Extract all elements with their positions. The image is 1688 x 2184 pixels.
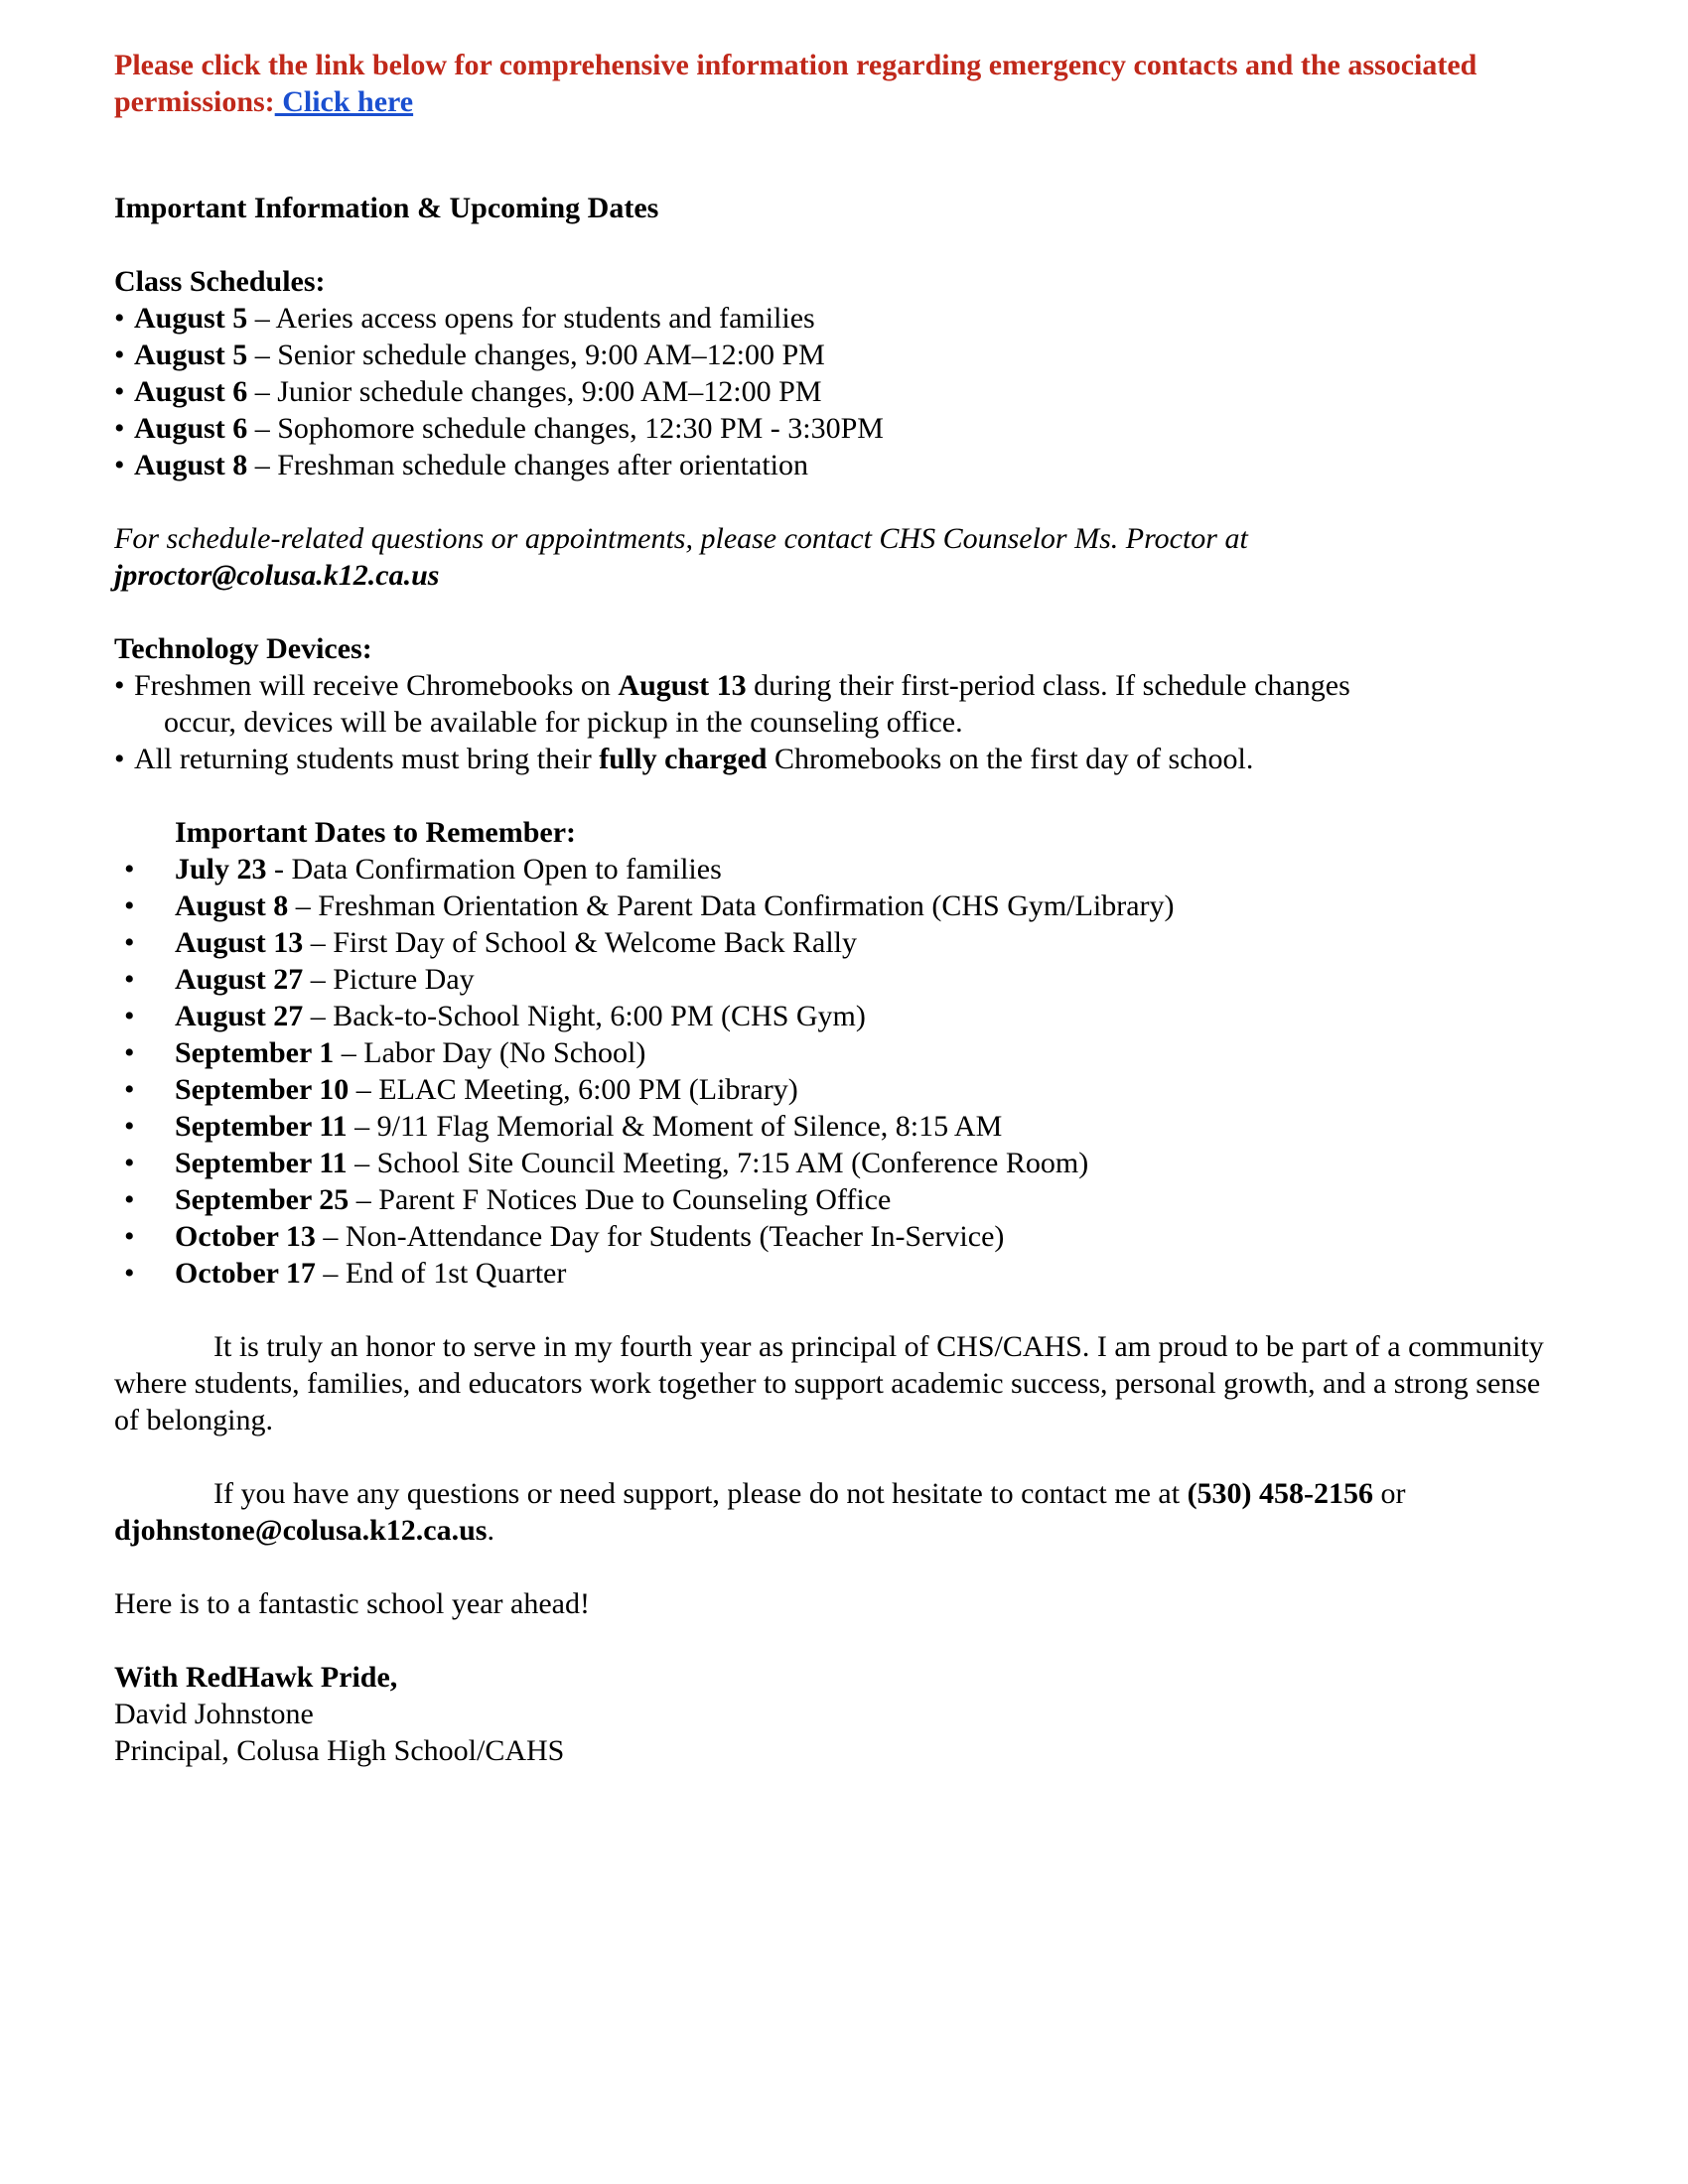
signer-title: Principal, Colusa High School/CAHS	[114, 1734, 565, 1767]
counselor-email: jproctor@colusa.k12.ca.us	[114, 559, 440, 592]
list-item	[114, 961, 1564, 998]
event-text: – Back-to-School Night, 6:00 PM (CHS Gym)	[303, 1000, 866, 1032]
click-here-link[interactable]: Click here	[274, 85, 414, 118]
schedule-date: August 5	[134, 302, 248, 335]
schedule-text: – Junior schedule changes, 9:00 AM–12:00 PM	[247, 375, 822, 408]
bullet-icon: •	[124, 1257, 135, 1290]
list-item	[114, 410, 1564, 447]
event-date: August 13	[175, 926, 304, 959]
closing-cheer: Here is to a fantastic school year ahead!	[114, 1587, 590, 1620]
tech-item-date: August 13	[618, 669, 747, 702]
contact-paragraph	[114, 1475, 1564, 1549]
list-item	[114, 447, 1564, 483]
event-text: – Freshman Orientation & Parent Data Confirmation (CHS Gym/Library)	[288, 889, 1175, 922]
tech-item-continuation: occur, devices will be available for pickup in the counseling office.	[164, 706, 963, 739]
principal-message: It is truly an honor to serve in my fourth year as principal of CHS/CAHS. I am proud to be part of a community where students, families, and educators work together to support academic success, personal growth, and a strong sense of belonging.	[114, 1330, 1544, 1436]
bullet-icon: •	[114, 339, 125, 371]
event-date: September 1	[175, 1036, 335, 1069]
important-dates-list	[114, 851, 1564, 1292]
list-item	[114, 924, 1564, 961]
event-date: August 8	[175, 889, 289, 922]
bullet-icon: •	[124, 1183, 135, 1216]
schedule-date: August 8	[134, 449, 248, 481]
list-item	[114, 300, 1564, 337]
list-item	[114, 373, 1564, 410]
bullet-icon: •	[114, 412, 125, 445]
bullet-icon: •	[124, 1220, 135, 1253]
event-text: – 9/11 Flag Memorial & Moment of Silence, 8:15 AM	[347, 1110, 1003, 1143]
contact-text: or	[1373, 1477, 1406, 1510]
event-date: September 10	[175, 1073, 350, 1106]
schedule-text: – Sophomore schedule changes, 12:30 PM - 3:30PM	[247, 412, 884, 445]
tech-item-emphasis: fully charged	[599, 743, 768, 775]
principal-email: djohnstone@colusa.k12.ca.us	[114, 1514, 488, 1547]
contact-text: If you have any questions or need support, please do not hesitate to contact me at	[213, 1477, 1188, 1510]
bullet-icon: •	[114, 449, 125, 481]
technology-heading: Technology Devices:	[114, 632, 372, 665]
event-date: October 17	[175, 1257, 316, 1290]
event-date: August 27	[175, 963, 304, 996]
class-schedules-heading: Class Schedules:	[114, 265, 326, 298]
tech-item-text: Freshmen will receive Chromebooks on	[134, 669, 619, 702]
tech-item-text: All returning students must bring their	[134, 743, 600, 775]
event-date: October 13	[175, 1220, 316, 1253]
bullet-icon: •	[124, 1036, 135, 1069]
emergency-contacts-notice	[114, 47, 1564, 120]
contact-text: .	[487, 1514, 494, 1547]
schedule-text: – Freshman schedule changes after orientation	[247, 449, 809, 481]
schedule-text: – Aeries access opens for students and families	[247, 302, 815, 335]
bullet-icon: •	[124, 926, 135, 959]
event-text: – School Site Council Meeting, 7:15 AM (Conference Room)	[347, 1147, 1089, 1179]
principal-phone: (530) 458-2156	[1187, 1477, 1374, 1510]
bullet-icon: •	[124, 853, 135, 886]
counselor-note: For schedule-related questions or appointments, please contact CHS Counselor Ms. Proctor at	[114, 522, 1248, 555]
list-item	[114, 998, 1564, 1034]
list-item	[114, 1145, 1564, 1181]
event-text: – Non-Attendance Day for Students (Teacher In-Service)	[315, 1220, 1005, 1253]
list-item	[114, 851, 1564, 887]
event-date: September 25	[175, 1183, 350, 1216]
bullet-icon: •	[114, 302, 125, 335]
event-date: September 11	[175, 1110, 348, 1143]
list-item	[114, 1108, 1564, 1145]
document-content	[114, 47, 1564, 1769]
list-item	[114, 1034, 1564, 1071]
event-text: – ELAC Meeting, 6:00 PM (Library)	[349, 1073, 798, 1106]
list-item	[114, 741, 1564, 777]
tech-item-text: during their first-period class. If schedule changes	[746, 669, 1350, 702]
bullet-icon: •	[124, 1000, 135, 1032]
bullet-icon: •	[114, 669, 125, 702]
bullet-icon: •	[114, 743, 125, 775]
notice-text: Please click the link below for comprehensive information regarding emergency contacts and the associated permissions:	[114, 49, 1477, 118]
bullet-icon: •	[124, 1073, 135, 1106]
class-schedules-list	[114, 300, 1564, 483]
event-date: August 27	[175, 1000, 304, 1032]
bullet-icon: •	[124, 1110, 135, 1143]
list-item	[114, 1218, 1564, 1255]
important-dates-heading: Important Dates to Remember:	[175, 816, 577, 849]
list-item	[114, 337, 1564, 373]
schedule-date: August 6	[134, 375, 248, 408]
bullet-icon: •	[124, 1147, 135, 1179]
schedule-text: – Senior schedule changes, 9:00 AM–12:00 PM	[247, 339, 825, 371]
schedule-date: August 5	[134, 339, 248, 371]
event-date: September 11	[175, 1147, 348, 1179]
bullet-icon: •	[124, 963, 135, 996]
bullet-icon: •	[124, 889, 135, 922]
event-text: – Picture Day	[303, 963, 475, 996]
event-text: – End of 1st Quarter	[315, 1257, 567, 1290]
event-date: July 23	[175, 853, 267, 886]
list-item	[114, 1255, 1564, 1292]
event-text: – Parent F Notices Due to Counseling Office	[349, 1183, 892, 1216]
signer-name: David Johnstone	[114, 1698, 314, 1730]
list-item	[114, 667, 1564, 741]
list-item	[114, 1181, 1564, 1218]
schedule-date: August 6	[134, 412, 248, 445]
event-text: – First Day of School & Welcome Back Rally	[303, 926, 857, 959]
tech-item-text: Chromebooks on the first day of school.	[767, 743, 1254, 775]
list-item	[114, 1071, 1564, 1108]
event-text: – Labor Day (No School)	[334, 1036, 646, 1069]
signoff: With RedHawk Pride,	[114, 1661, 398, 1694]
list-item	[114, 887, 1564, 924]
event-text: - Data Confirmation Open to families	[266, 853, 722, 886]
section-title: Important Information & Upcoming Dates	[114, 192, 659, 224]
bullet-icon: •	[114, 375, 125, 408]
